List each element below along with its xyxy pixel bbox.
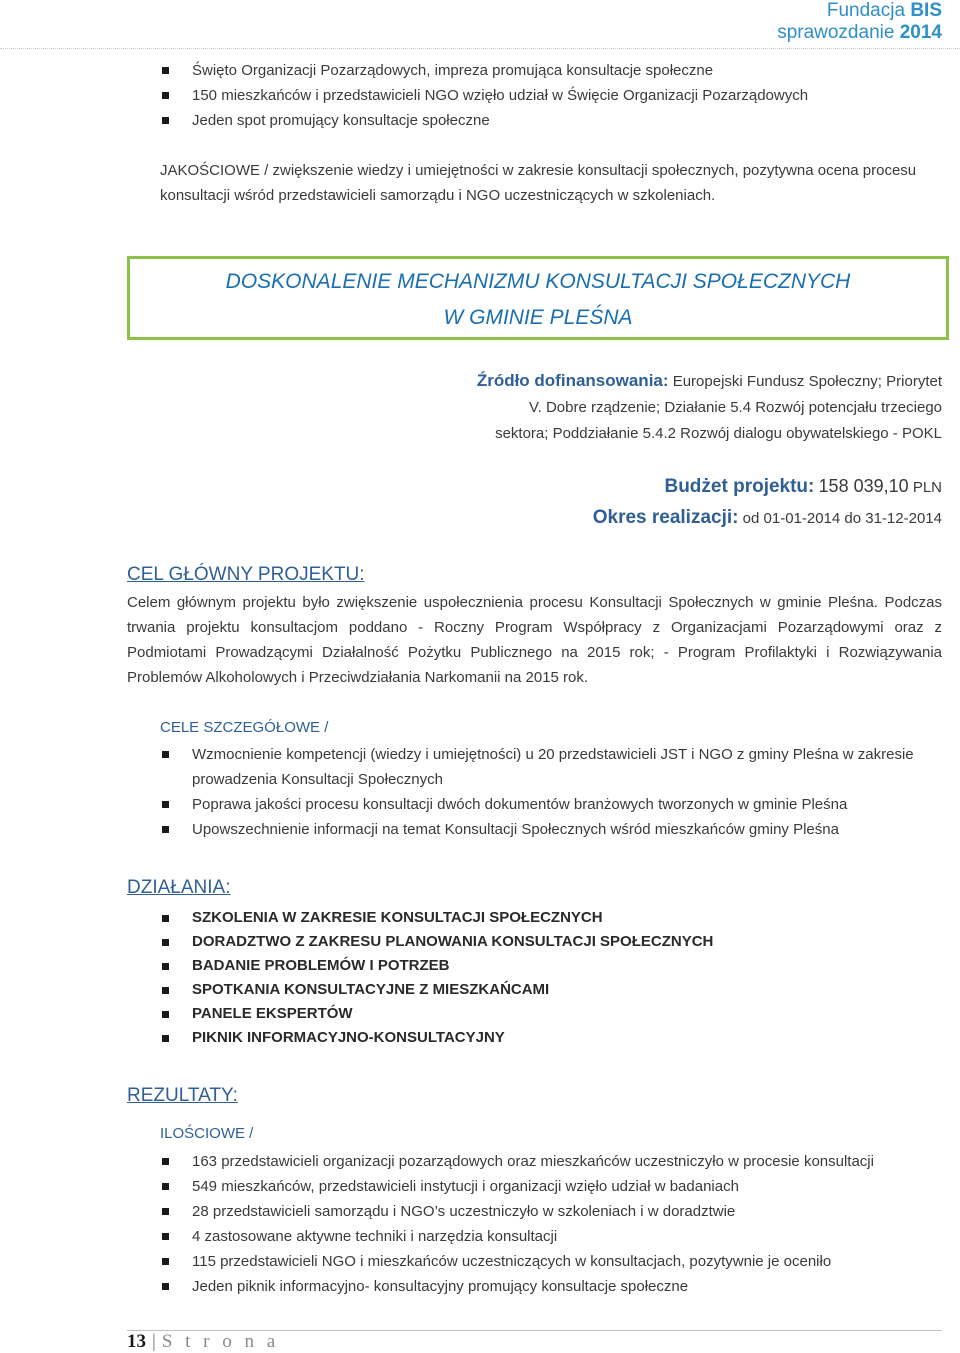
top-bullet-list: [160, 58, 942, 133]
list-item: PIKNIK INFORMACYJNO-KONSULTACYJNY: [160, 1026, 942, 1050]
list-item: PANELE EKSPERTÓW: [160, 1002, 942, 1026]
list-item: DORADZTWO Z ZAKRESU PLANOWANIA KONSULTACJI SPOŁECZNYCH: [160, 930, 942, 954]
footer-separator: |: [152, 1331, 156, 1352]
list-item: Jeden spot promujący konsultacje społeczne: [160, 108, 942, 133]
list-item: BADANIE PROBLEMÓW I POTRZEB: [160, 954, 942, 978]
budget-label: Budżet projektu:: [664, 476, 815, 497]
list-item: SZKOLENIA W ZAKRESIE KONSULTACJI SPOŁECZNYCH: [160, 906, 942, 930]
org-name: Fundacja: [826, 0, 906, 21]
report-year: 2014: [899, 22, 942, 43]
list-item: 115 przedstawicieli NGO i mieszkańców uczestniczących w konsultacjach, pozytywnie je oceniło: [160, 1249, 942, 1274]
results-heading: REZULTATY:: [127, 1085, 238, 1106]
actions-heading: DZIAŁANIA:: [127, 877, 231, 898]
list-item: Wzmocnienie kompetencji (wiedzy i umiejętności) u 20 przedstawicieli JST i NGO z gminy Pleśna w zakresie prowadzenia Konsultacji Społecznych: [160, 742, 942, 792]
period-line: [593, 507, 942, 529]
specific-goals-list: [160, 742, 942, 842]
funding-block: [472, 368, 942, 447]
list-item: Upowszechnienie informacji na temat Konsultacji Społecznych wśród mieszkańców gminy Pleśna: [160, 817, 942, 842]
funding-text: Europejski Fundusz Społeczny; Priorytet V. Dobre rządzenie; Działanie 5.4 Rozwój potencjału trzeciego sektora; Poddziałanie 5.4.2 Rozwój dialogu obywatelskiego - POKL: [495, 373, 942, 442]
list-item: SPOTKANIA KONSULTACYJNE Z MIESZKAŃCAMI: [160, 978, 942, 1002]
results-list: [160, 1149, 942, 1299]
project-title-line1: DOSKONALENIE MECHANIZMU KONSULTACJI SPOŁECZNYCH: [225, 270, 851, 293]
list-item: 549 mieszkańców, przedstawicieli instytucji i organizacji wzięło udział w badaniach: [160, 1174, 942, 1199]
list-item: 4 zastosowane aktywne techniki i narzędzia konsultacji: [160, 1224, 942, 1249]
list-item: 163 przedstawicieli organizacji pozarządowych oraz mieszkańców uczestniczyło w procesie konsultacji: [160, 1149, 942, 1174]
list-item: 150 mieszkańców i przedstawicieli NGO wzięło udział w Święcie Organizacji Pozarządowych: [160, 83, 942, 108]
actions-list: [160, 906, 942, 1050]
budget-line: [664, 476, 942, 498]
list-item: Święto Organizacji Pozarządowych, impreza promująca konsultacje społeczne: [160, 58, 942, 83]
project-title-box: [127, 256, 949, 340]
page-footer: [127, 1331, 279, 1353]
budget-value: 158 039,10: [818, 476, 909, 496]
goal-paragraph: Celem głównym projektu było zwiększenie uspołecznienia procesu Konsultacji Społecznych w gminie Pleśna. Podczas trwania projektu konsultacjom poddano - Roczny Program Współpracy z Organizacjami Pozarządowymi oraz z Podmiotami Prowadzącymi Działalność Pożytku Publicznego na 2015 rok; - Program Profilaktyki i Rozwiązywania Problemów Alkoholowych i Przeciwdziałania Narkomanii na 2015 rok.: [127, 594, 942, 686]
budget-currency: PLN: [912, 479, 942, 496]
page-number: 13: [127, 1331, 146, 1352]
specific-goals-heading: CELE SZCZEGÓŁOWE /: [160, 719, 329, 736]
report-label: sprawozdanie: [777, 22, 895, 43]
qualitative-paragraph: JAKOŚCIOWE / zwiększenie wiedzy i umiejętności w zakresie konsultacji społecznych, pozytywna ocena procesu konsultacji wśród przedstawicieli samorządu i NGO uczestniczących w szkoleniach.: [160, 162, 917, 204]
page-word: S t r o n a: [161, 1331, 280, 1352]
goal-heading: CEL GŁÓWNY PROJEKTU:: [127, 564, 365, 585]
list-item: Jeden piknik informacyjno- konsultacyjny promujący konsultacje społeczne: [160, 1274, 942, 1299]
project-title-line2: W GMINIE PLEŚNA: [443, 306, 633, 329]
list-item: Poprawa jakości procesu konsultacji dwóch dokumentów branżowych tworzonych w gminie Pleśna: [160, 792, 942, 817]
header-divider: [0, 48, 960, 49]
org-name-bold: BIS: [910, 0, 942, 21]
list-item: 28 przedstawicieli samorządu i NGO’s uczestniczyło w szkoleniach i w doradztwie: [160, 1199, 942, 1224]
period-label: Okres realizacji:: [592, 507, 739, 528]
period-value: od 01-01-2014 do 31-12-2014: [742, 510, 942, 527]
results-subheading: ILOŚCIOWE /: [160, 1125, 254, 1142]
document-header: [777, 0, 942, 44]
funding-label: Źródło dofinansowania:: [476, 371, 669, 390]
